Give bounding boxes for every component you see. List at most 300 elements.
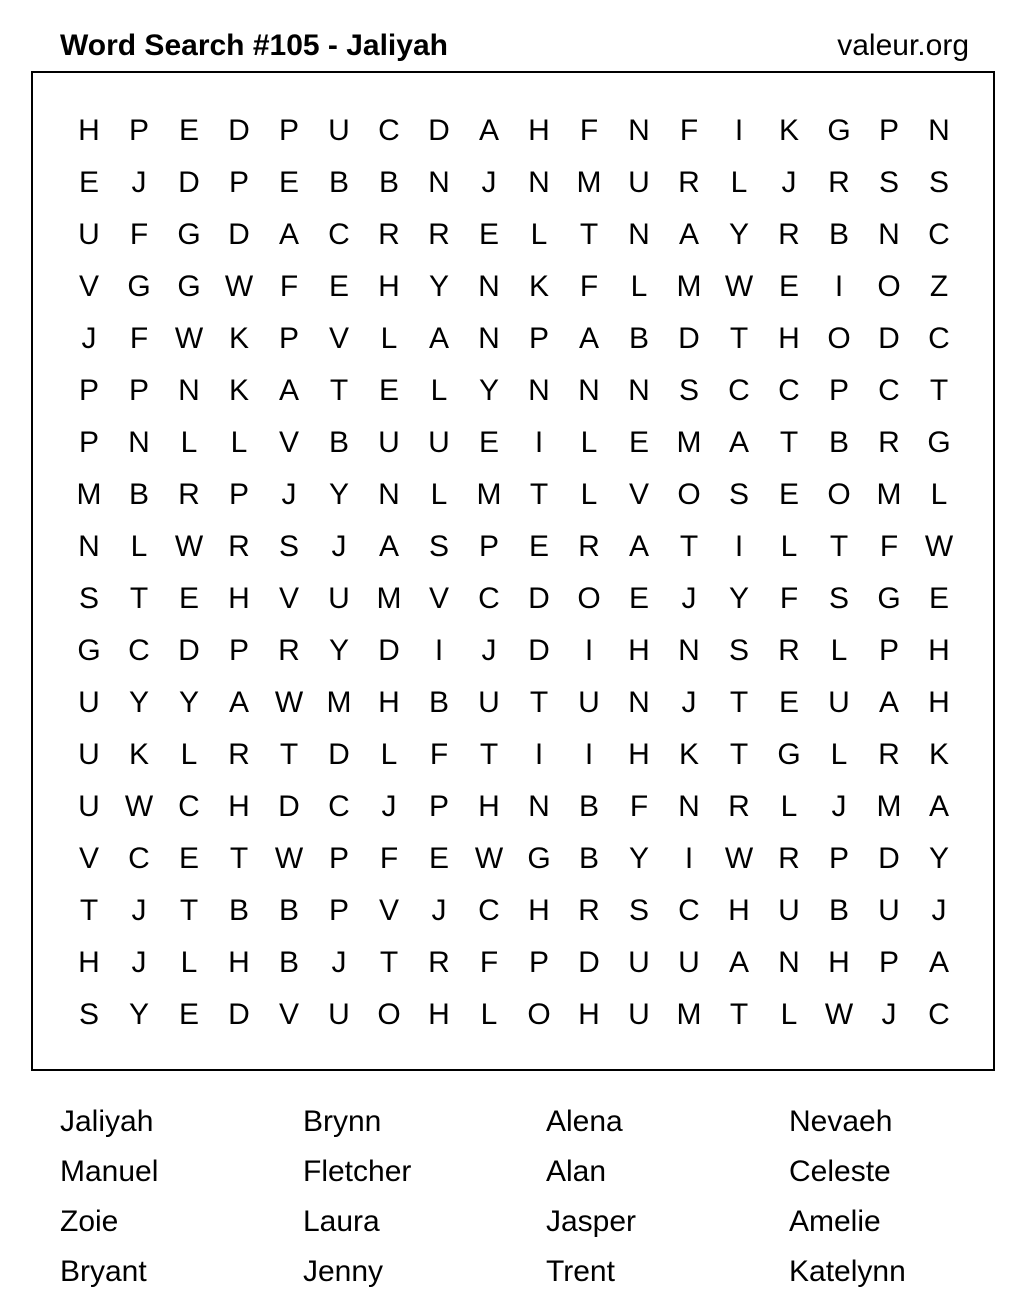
grid-letter[interactable]: P [528, 322, 549, 355]
grid-letter[interactable]: H [928, 686, 950, 719]
grid-letter[interactable]: M [676, 998, 702, 1031]
grid-letter[interactable]: J [131, 166, 147, 199]
grid-letter[interactable]: E [778, 686, 799, 719]
grid-letter[interactable]: A [478, 114, 499, 147]
grid-letter[interactable]: F [629, 790, 649, 823]
grid-letter[interactable]: A [628, 530, 649, 563]
grid-letter[interactable]: P [228, 634, 249, 667]
grid-letter[interactable]: Y [128, 998, 149, 1031]
grid-letter[interactable]: G [77, 634, 101, 667]
grid-letter[interactable]: N [678, 634, 700, 667]
grid-letter[interactable]: K [128, 738, 149, 771]
grid-letter[interactable]: M [676, 426, 702, 459]
grid-letter[interactable]: V [278, 582, 299, 615]
grid-letter[interactable]: R [828, 166, 850, 199]
grid-letter[interactable]: Y [728, 218, 749, 251]
grid-letter[interactable]: N [528, 374, 550, 407]
grid-letter[interactable]: O [677, 478, 701, 511]
grid-letter[interactable]: U [878, 894, 900, 927]
grid-letter[interactable]: S [78, 582, 99, 615]
grid-letter[interactable]: H [728, 894, 750, 927]
grid-letter[interactable]: H [528, 114, 550, 147]
grid-letter[interactable]: S [728, 634, 749, 667]
grid-letter[interactable]: P [128, 374, 149, 407]
grid-letter[interactable]: I [534, 426, 544, 459]
grid-letter[interactable]: B [328, 166, 349, 199]
grid-letter[interactable]: A [928, 790, 949, 823]
grid-letter[interactable]: J [431, 894, 447, 927]
grid-letter[interactable]: E [478, 218, 499, 251]
grid-letter[interactable]: D [878, 322, 900, 355]
grid-letter[interactable]: J [131, 894, 147, 927]
grid-letter[interactable]: Y [328, 634, 349, 667]
grid-letter[interactable]: N [878, 218, 900, 251]
grid-letter[interactable]: F [579, 270, 599, 303]
grid-letter[interactable]: G [877, 582, 901, 615]
grid-letter[interactable]: T [79, 894, 99, 927]
grid-letter[interactable]: J [881, 998, 897, 1031]
grid-letter[interactable]: G [527, 842, 551, 875]
grid-letter[interactable]: L [430, 478, 448, 511]
grid-letter[interactable]: H [378, 686, 400, 719]
grid-letter[interactable]: L [480, 998, 498, 1031]
grid-letter[interactable]: P [78, 426, 99, 459]
grid-letter[interactable]: M [676, 270, 702, 303]
grid-letter[interactable]: N [778, 946, 800, 979]
grid-letter[interactable]: K [928, 738, 949, 771]
grid-letter[interactable]: R [878, 738, 900, 771]
grid-letter[interactable]: D [178, 166, 200, 199]
grid-letter[interactable]: S [278, 530, 299, 563]
grid-letter[interactable]: E [528, 530, 549, 563]
grid-letter[interactable]: J [281, 478, 297, 511]
grid-letter[interactable]: U [628, 998, 650, 1031]
grid-letter[interactable]: W [124, 790, 154, 823]
grid-letter[interactable]: E [778, 270, 799, 303]
grid-letter[interactable]: W [174, 322, 204, 355]
grid-letter[interactable]: H [428, 998, 450, 1031]
grid-letter[interactable]: V [628, 478, 649, 511]
grid-letter[interactable]: Y [928, 842, 949, 875]
grid-letter[interactable]: T [929, 374, 949, 407]
grid-letter[interactable]: P [828, 374, 849, 407]
grid-letter[interactable]: S [78, 998, 99, 1031]
grid-letter[interactable]: D [378, 634, 400, 667]
grid-letter[interactable]: N [128, 426, 150, 459]
grid-letter[interactable]: J [381, 790, 397, 823]
grid-letter[interactable]: T [729, 998, 749, 1031]
grid-letter[interactable]: M [876, 790, 902, 823]
grid-letter[interactable]: C [378, 114, 400, 147]
grid-letter[interactable]: U [578, 686, 600, 719]
grid-letter[interactable]: B [278, 946, 299, 979]
grid-letter[interactable]: H [78, 946, 100, 979]
grid-letter[interactable]: E [428, 842, 449, 875]
grid-letter[interactable]: C [928, 322, 950, 355]
grid-letter[interactable]: T [579, 218, 599, 251]
grid-letter[interactable]: R [578, 530, 600, 563]
grid-letter[interactable]: U [78, 218, 100, 251]
grid-letter[interactable]: P [878, 114, 899, 147]
grid-letter[interactable]: B [328, 426, 349, 459]
grid-letter[interactable]: T [179, 894, 199, 927]
grid-letter[interactable]: V [428, 582, 449, 615]
grid-letter[interactable]: L [930, 478, 948, 511]
grid-letter[interactable]: I [834, 270, 844, 303]
grid-letter[interactable]: L [230, 426, 248, 459]
grid-letter[interactable]: O [827, 478, 851, 511]
grid-letter[interactable]: S [428, 530, 449, 563]
grid-letter[interactable]: I [734, 530, 744, 563]
grid-letter[interactable]: J [331, 530, 347, 563]
grid-letter[interactable]: V [278, 426, 299, 459]
grid-letter[interactable]: R [228, 738, 250, 771]
grid-letter[interactable]: H [778, 322, 800, 355]
grid-letter[interactable]: S [628, 894, 649, 927]
grid-letter[interactable]: U [78, 686, 100, 719]
grid-letter[interactable]: B [228, 894, 249, 927]
grid-letter[interactable]: O [827, 322, 851, 355]
grid-letter[interactable]: R [878, 426, 900, 459]
grid-letter[interactable]: K [778, 114, 799, 147]
grid-letter[interactable]: F [679, 114, 699, 147]
grid-letter[interactable]: T [779, 426, 799, 459]
grid-letter[interactable]: H [378, 270, 400, 303]
grid-letter[interactable]: F [129, 322, 149, 355]
grid-letter[interactable]: C [128, 842, 150, 875]
grid-letter[interactable]: I [584, 738, 594, 771]
grid-letter[interactable]: W [724, 270, 754, 303]
grid-letter[interactable]: J [681, 686, 697, 719]
grid-letter[interactable]: L [830, 738, 848, 771]
grid-letter[interactable]: U [828, 686, 850, 719]
grid-letter[interactable]: C [928, 998, 950, 1031]
grid-letter[interactable]: D [528, 634, 550, 667]
grid-letter[interactable]: D [678, 322, 700, 355]
grid-letter[interactable]: J [831, 790, 847, 823]
grid-letter[interactable]: E [178, 842, 199, 875]
grid-letter[interactable]: I [434, 634, 444, 667]
grid-letter[interactable]: M [376, 582, 402, 615]
grid-letter[interactable]: C [178, 790, 200, 823]
grid-letter[interactable]: J [931, 894, 947, 927]
grid-letter[interactable]: O [577, 582, 601, 615]
grid-letter[interactable]: N [928, 114, 950, 147]
grid-letter[interactable]: V [78, 842, 99, 875]
grid-letter[interactable]: O [877, 270, 901, 303]
grid-letter[interactable]: T [729, 686, 749, 719]
grid-letter[interactable]: Y [178, 686, 199, 719]
grid-letter[interactable]: E [628, 426, 649, 459]
grid-letter[interactable]: W [274, 842, 304, 875]
grid-letter[interactable]: R [578, 894, 600, 927]
grid-letter[interactable]: S [828, 582, 849, 615]
grid-letter[interactable]: W [174, 530, 204, 563]
grid-letter[interactable]: N [628, 686, 650, 719]
grid-letter[interactable]: J [481, 166, 497, 199]
grid-letter[interactable]: R [678, 166, 700, 199]
grid-letter[interactable]: K [678, 738, 699, 771]
grid-letter[interactable]: E [178, 582, 199, 615]
grid-letter[interactable]: E [628, 582, 649, 615]
grid-letter[interactable]: U [428, 426, 450, 459]
grid-letter[interactable]: D [228, 114, 250, 147]
grid-letter[interactable]: H [228, 790, 250, 823]
grid-letter[interactable]: N [528, 790, 550, 823]
grid-letter[interactable]: W [474, 842, 504, 875]
grid-letter[interactable]: O [527, 998, 551, 1031]
grid-letter[interactable]: N [428, 166, 450, 199]
grid-letter[interactable]: Y [628, 842, 649, 875]
grid-letter[interactable]: B [378, 166, 399, 199]
grid-letter[interactable]: W [724, 842, 754, 875]
grid-letter[interactable]: D [228, 998, 250, 1031]
grid-letter[interactable]: K [228, 322, 249, 355]
grid-letter[interactable]: A [928, 946, 949, 979]
grid-letter[interactable]: Y [428, 270, 449, 303]
grid-letter[interactable]: E [328, 270, 349, 303]
grid-letter[interactable]: T [529, 686, 549, 719]
grid-letter[interactable]: N [628, 374, 650, 407]
grid-letter[interactable]: U [628, 946, 650, 979]
grid-letter[interactable]: L [780, 790, 798, 823]
grid-letter[interactable]: P [528, 946, 549, 979]
grid-letter[interactable]: I [534, 738, 544, 771]
grid-letter[interactable]: S [928, 166, 949, 199]
grid-letter[interactable]: F [129, 218, 149, 251]
grid-letter[interactable]: T [329, 374, 349, 407]
grid-letter[interactable]: U [328, 998, 350, 1031]
grid-letter[interactable]: P [428, 790, 449, 823]
grid-letter[interactable]: D [878, 842, 900, 875]
grid-letter[interactable]: V [328, 322, 349, 355]
grid-letter[interactable]: I [734, 114, 744, 147]
grid-letter[interactable]: L [780, 998, 798, 1031]
grid-letter[interactable]: M [876, 478, 902, 511]
grid-letter[interactable]: A [378, 530, 399, 563]
grid-letter[interactable]: J [781, 166, 797, 199]
grid-letter[interactable]: P [328, 842, 349, 875]
grid-letter[interactable]: P [278, 114, 299, 147]
grid-letter[interactable]: C [478, 582, 500, 615]
grid-letter[interactable]: O [377, 998, 401, 1031]
grid-letter[interactable]: A [678, 218, 699, 251]
grid-letter[interactable]: R [778, 842, 800, 875]
grid-letter[interactable]: U [328, 582, 350, 615]
grid-letter[interactable]: J [81, 322, 97, 355]
grid-letter[interactable]: H [628, 634, 650, 667]
grid-letter[interactable]: D [278, 790, 300, 823]
grid-letter[interactable]: E [928, 582, 949, 615]
grid-letter[interactable]: N [478, 270, 500, 303]
grid-letter[interactable]: C [328, 218, 350, 251]
grid-letter[interactable]: G [177, 270, 201, 303]
grid-letter[interactable]: N [178, 374, 200, 407]
grid-letter[interactable]: E [378, 374, 399, 407]
grid-letter[interactable]: L [180, 946, 198, 979]
grid-letter[interactable]: U [778, 894, 800, 927]
grid-letter[interactable]: H [228, 582, 250, 615]
grid-letter[interactable]: C [878, 374, 900, 407]
grid-letter[interactable]: W [274, 686, 304, 719]
grid-letter[interactable]: B [578, 842, 599, 875]
grid-letter[interactable]: L [580, 426, 598, 459]
grid-letter[interactable]: B [828, 218, 849, 251]
grid-letter[interactable]: A [228, 686, 249, 719]
grid-letter[interactable]: H [628, 738, 650, 771]
grid-letter[interactable]: U [78, 790, 100, 823]
grid-letter[interactable]: L [530, 218, 548, 251]
grid-letter[interactable]: W [824, 998, 854, 1031]
grid-letter[interactable]: B [828, 894, 849, 927]
grid-letter[interactable]: Y [478, 374, 499, 407]
grid-letter[interactable]: Y [328, 478, 349, 511]
grid-letter[interactable]: Y [728, 582, 749, 615]
grid-letter[interactable]: K [528, 270, 549, 303]
grid-letter[interactable]: L [730, 166, 748, 199]
grid-letter[interactable]: E [278, 166, 299, 199]
grid-letter[interactable]: C [728, 374, 750, 407]
grid-letter[interactable]: R [428, 946, 450, 979]
grid-letter[interactable]: U [78, 738, 100, 771]
grid-letter[interactable]: A [278, 218, 299, 251]
grid-letter[interactable]: T [229, 842, 249, 875]
grid-letter[interactable]: L [430, 374, 448, 407]
grid-letter[interactable]: U [478, 686, 500, 719]
grid-letter[interactable]: W [224, 270, 254, 303]
grid-letter[interactable]: H [928, 634, 950, 667]
grid-letter[interactable]: T [829, 530, 849, 563]
grid-letter[interactable]: G [177, 218, 201, 251]
grid-letter[interactable]: F [429, 738, 449, 771]
grid-letter[interactable]: S [728, 478, 749, 511]
grid-letter[interactable]: N [628, 218, 650, 251]
grid-letter[interactable]: F [779, 582, 799, 615]
grid-letter[interactable]: E [78, 166, 99, 199]
grid-letter[interactable]: D [328, 738, 350, 771]
grid-letter[interactable]: M [476, 478, 502, 511]
grid-letter[interactable]: F [279, 270, 299, 303]
grid-letter[interactable]: F [579, 114, 599, 147]
grid-letter[interactable]: P [328, 894, 349, 927]
grid-letter[interactable]: L [380, 738, 398, 771]
grid-letter[interactable]: H [478, 790, 500, 823]
grid-letter[interactable]: N [78, 530, 100, 563]
grid-letter[interactable]: P [828, 842, 849, 875]
grid-letter[interactable]: D [578, 946, 600, 979]
grid-letter[interactable]: L [830, 634, 848, 667]
grid-letter[interactable]: C [928, 218, 950, 251]
grid-letter[interactable]: G [827, 114, 851, 147]
grid-letter[interactable]: U [628, 166, 650, 199]
grid-letter[interactable]: H [78, 114, 100, 147]
grid-letter[interactable]: V [278, 998, 299, 1031]
grid-letter[interactable]: T [729, 322, 749, 355]
grid-letter[interactable]: F [479, 946, 499, 979]
grid-letter[interactable]: G [927, 426, 951, 459]
grid-letter[interactable]: C [328, 790, 350, 823]
grid-letter[interactable]: C [478, 894, 500, 927]
grid-letter[interactable]: P [78, 374, 99, 407]
grid-letter[interactable]: A [728, 946, 749, 979]
grid-letter[interactable]: B [828, 426, 849, 459]
grid-letter[interactable]: M [326, 686, 352, 719]
grid-letter[interactable]: D [178, 634, 200, 667]
grid-letter[interactable]: P [878, 946, 899, 979]
grid-letter[interactable]: L [630, 270, 648, 303]
grid-letter[interactable]: H [578, 998, 600, 1031]
grid-letter[interactable]: R [728, 790, 750, 823]
grid-letter[interactable]: B [278, 894, 299, 927]
grid-letter[interactable]: J [481, 634, 497, 667]
grid-letter[interactable]: L [180, 426, 198, 459]
grid-letter[interactable]: L [180, 738, 198, 771]
grid-letter[interactable]: V [78, 270, 99, 303]
grid-letter[interactable]: J [331, 946, 347, 979]
grid-letter[interactable]: H [228, 946, 250, 979]
grid-letter[interactable]: P [228, 478, 249, 511]
grid-letter[interactable]: P [878, 634, 899, 667]
grid-letter[interactable]: A [578, 322, 599, 355]
grid-letter[interactable]: R [778, 218, 800, 251]
grid-letter[interactable]: A [728, 426, 749, 459]
grid-letter[interactable]: T [679, 530, 699, 563]
grid-letter[interactable]: U [678, 946, 700, 979]
grid-letter[interactable]: R [278, 634, 300, 667]
grid-letter[interactable]: N [628, 114, 650, 147]
grid-letter[interactable]: F [879, 530, 899, 563]
grid-letter[interactable]: T [279, 738, 299, 771]
grid-letter[interactable]: J [681, 582, 697, 615]
grid-letter[interactable]: W [924, 530, 954, 563]
grid-letter[interactable]: T [479, 738, 499, 771]
grid-letter[interactable]: T [129, 582, 149, 615]
grid-letter[interactable]: P [228, 166, 249, 199]
grid-letter[interactable]: N [528, 166, 550, 199]
grid-letter[interactable]: M [76, 478, 102, 511]
grid-letter[interactable]: R [428, 218, 450, 251]
grid-letter[interactable]: U [378, 426, 400, 459]
grid-letter[interactable]: I [684, 842, 694, 875]
grid-letter[interactable]: P [128, 114, 149, 147]
grid-letter[interactable]: J [131, 946, 147, 979]
grid-letter[interactable]: K [228, 374, 249, 407]
grid-letter[interactable]: T [379, 946, 399, 979]
grid-letter[interactable]: L [380, 322, 398, 355]
grid-letter[interactable]: T [529, 478, 549, 511]
grid-letter[interactable]: R [228, 530, 250, 563]
grid-letter[interactable]: E [178, 114, 199, 147]
grid-letter[interactable]: E [778, 478, 799, 511]
grid-letter[interactable]: R [778, 634, 800, 667]
grid-letter[interactable]: B [428, 686, 449, 719]
grid-letter[interactable]: L [780, 530, 798, 563]
grid-letter[interactable]: C [678, 894, 700, 927]
grid-letter[interactable]: R [378, 218, 400, 251]
grid-letter[interactable]: U [328, 114, 350, 147]
grid-letter[interactable]: L [130, 530, 148, 563]
grid-letter[interactable]: B [578, 790, 599, 823]
grid-letter[interactable]: P [278, 322, 299, 355]
grid-letter[interactable]: S [878, 166, 899, 199]
grid-letter[interactable]: E [478, 426, 499, 459]
grid-letter[interactable]: M [576, 166, 602, 199]
grid-letter[interactable]: R [178, 478, 200, 511]
grid-letter[interactable]: Z [929, 270, 949, 303]
grid-letter[interactable]: C [128, 634, 150, 667]
grid-letter[interactable]: N [578, 374, 600, 407]
grid-letter[interactable]: G [127, 270, 151, 303]
